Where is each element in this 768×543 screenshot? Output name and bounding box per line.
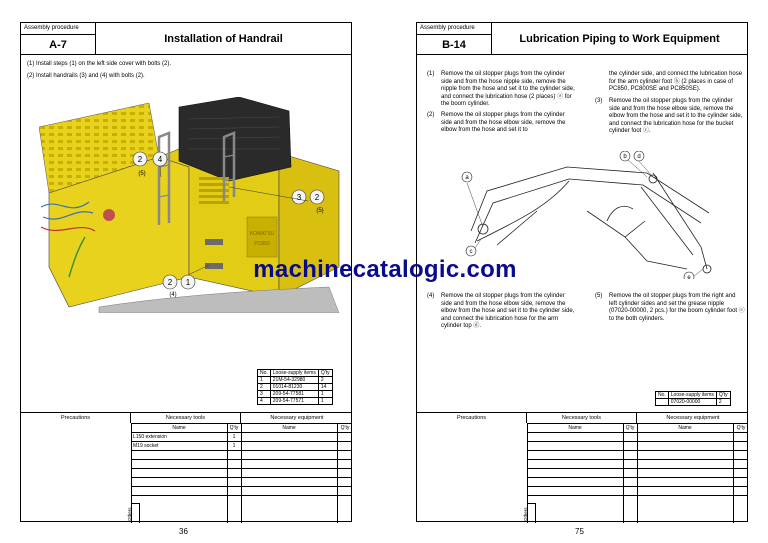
decal-model: PC850 — [254, 241, 270, 247]
step-text: Remove the oil stopper plugs from the cylinder side and from the hose nipple side, remove the nipple from the hose and set it to the cylinder side, and connect the lubrication hose (2 places) ⓐ for the boom cylinder. — [441, 71, 575, 107]
table-row — [258, 391, 333, 398]
table-row — [527, 468, 747, 477]
cell-no — [656, 399, 669, 406]
table-row — [131, 477, 351, 486]
equipment-qty-header: Q'ty — [736, 425, 746, 431]
step-number: (5) — [595, 293, 603, 299]
column-header-row — [131, 423, 351, 432]
watermark: machinecatalogic.com — [253, 256, 517, 283]
left-page-number: 36 — [179, 527, 188, 536]
callout-4: 4 — [157, 155, 163, 164]
cell-item: 209-54-77571 — [270, 398, 318, 405]
callout-2c: 2 — [167, 278, 173, 287]
loose-supply-table — [655, 391, 731, 406]
table-row — [131, 495, 351, 504]
equipment-qty-header: Q'ty — [340, 425, 350, 431]
cell-no: 1 — [258, 377, 271, 384]
header-label: Assembly procedure — [417, 23, 491, 35]
tools-header: Necessary tools — [131, 413, 241, 423]
table-row — [258, 398, 333, 405]
step-text: Remove the oil stopper plugs from the cylinder side and from the hose elbow side, remove the elbow from the hose and set it to the cylinder side, and connect the lubrication hose for the arm cylinder top ⓓ. — [441, 293, 575, 329]
table-row — [131, 459, 351, 468]
table-row — [527, 477, 747, 486]
others-label-box — [127, 503, 140, 523]
callout-3: 3 — [296, 193, 302, 202]
cell-item: 07020-00000 — [668, 399, 716, 406]
diagram-callout-c: c — [469, 249, 473, 255]
step-number: (3) — [595, 98, 603, 104]
table-row — [131, 450, 351, 459]
procedure-code: A-7 — [49, 39, 67, 51]
col-header-no: No. — [258, 370, 271, 377]
equipment-header: Necessary equipment — [666, 415, 720, 421]
tool-name-header: Name — [568, 425, 582, 431]
header-box — [417, 23, 492, 55]
equipment-name-header: Name — [678, 425, 692, 431]
tool-name: M19 socket — [133, 443, 159, 449]
table-row — [258, 377, 333, 384]
tool-qty: 1 — [232, 434, 236, 440]
step-text: the cylinder side, and connect the lubrication hose for the arm cylinder foot ⓑ (2 places in case of PC850, PC800SE and PC850SE). — [609, 71, 743, 92]
precautions-header: Precautions — [417, 413, 527, 423]
table-row — [527, 432, 747, 441]
table-row — [527, 459, 747, 468]
diagram-callout-a: a — [465, 175, 469, 181]
cell-item: 21M-54-32980 — [270, 377, 318, 384]
table-row — [131, 432, 351, 441]
col-header-qty: Q'ty — [716, 392, 730, 399]
page-header — [21, 23, 351, 55]
col-header-item: Loose-supply items — [668, 392, 716, 399]
step-text: Remove the oil stopper plugs from the cylinder side and from the hose elbow side, remove the elbow from the hose and set it to the cylinder side, and connect the lubrication hose for the bucket cylinder foot ⓒ. — [609, 98, 743, 134]
callout-5a: (5) — [138, 171, 146, 177]
equipment-header: Necessary equipment — [270, 415, 324, 421]
loose-supply-table — [257, 369, 333, 405]
cell-qty: 2 — [716, 399, 730, 406]
column-header-row — [527, 423, 747, 432]
others-label-box — [523, 503, 536, 523]
page-header — [417, 23, 747, 55]
others-label: Others — [127, 507, 132, 521]
table-row — [258, 384, 333, 391]
page-title: Installation of Handrail — [164, 33, 283, 45]
callout-1: 1 — [185, 278, 191, 287]
tool-qty: 1 — [232, 443, 236, 449]
table-row — [527, 441, 747, 450]
cell-qty: 2 — [318, 377, 332, 384]
table-row — [527, 486, 747, 495]
diagram-callout-e: e — [687, 275, 691, 279]
step-number: (2) — [427, 112, 435, 118]
table-row — [131, 486, 351, 495]
diagram-callout-b: b — [623, 154, 627, 160]
col-header-item: Loose-supply items — [270, 370, 318, 377]
others-label: Others — [523, 507, 528, 521]
callout-2b: 2 — [314, 193, 320, 202]
step-1: (1) Install steps (1) on the left side cover with bolts (2). — [27, 61, 172, 67]
tools-equipment-section — [21, 412, 351, 523]
callout-4b: (4) — [169, 292, 177, 298]
decal-brand: KOMATSU — [249, 231, 275, 237]
step-2: (2) Install handrails (3) and (4) with bolts (2). — [27, 73, 145, 79]
table-row — [131, 468, 351, 477]
step-text: Remove the oil stopper plugs from the cylinder side and from the hose elbow side, remove the elbow from the hose and set it to — [441, 112, 566, 133]
table-row — [527, 495, 747, 504]
cell-item: 209-54-77581 — [270, 391, 318, 398]
header-box — [21, 23, 96, 55]
precautions-header: Precautions — [21, 413, 131, 423]
callout-5b: (5) — [316, 208, 324, 214]
tool-qty-header: Q'ty — [625, 425, 635, 431]
tools-header: Necessary tools — [527, 413, 637, 423]
page-title: Lubrication Piping to Work Equipment — [519, 33, 720, 45]
step-text: Remove the oil stopper plugs from the right and left cylinder sides and set the grease nipple (07020-00000, 2 pcs.) for the boom cylinder foot ⓔ to the both cylinders. — [609, 293, 745, 322]
step-number: (1) — [427, 71, 435, 77]
cell-no: 4 — [258, 398, 271, 405]
col-header-qty: Q'ty — [318, 370, 332, 377]
tool-name: L150 extension — [133, 434, 167, 440]
cell-no: 2 — [258, 384, 271, 391]
callout-2a: 2 — [137, 155, 143, 164]
cell-no: 3 — [258, 391, 271, 398]
diagram-callout-d: d — [637, 154, 641, 160]
tool-qty-header: Q'ty — [229, 425, 239, 431]
step-number: (4) — [427, 293, 435, 299]
cell-qty: 1 — [318, 398, 332, 405]
tool-name-header: Name — [172, 425, 186, 431]
header-label: Assembly procedure — [21, 23, 95, 35]
cell-qty: 14 — [318, 384, 332, 391]
procedure-code: B-14 — [442, 39, 466, 51]
equipment-name-header: Name — [282, 425, 296, 431]
table-row — [131, 441, 351, 450]
tools-equipment-section — [417, 412, 747, 523]
col-header-no: No. — [656, 392, 669, 399]
table-row — [527, 450, 747, 459]
cell-qty: 1 — [318, 391, 332, 398]
right-page-number: 75 — [575, 527, 584, 536]
cell-item: 01014-81230 — [270, 384, 318, 391]
table-row — [656, 399, 731, 406]
